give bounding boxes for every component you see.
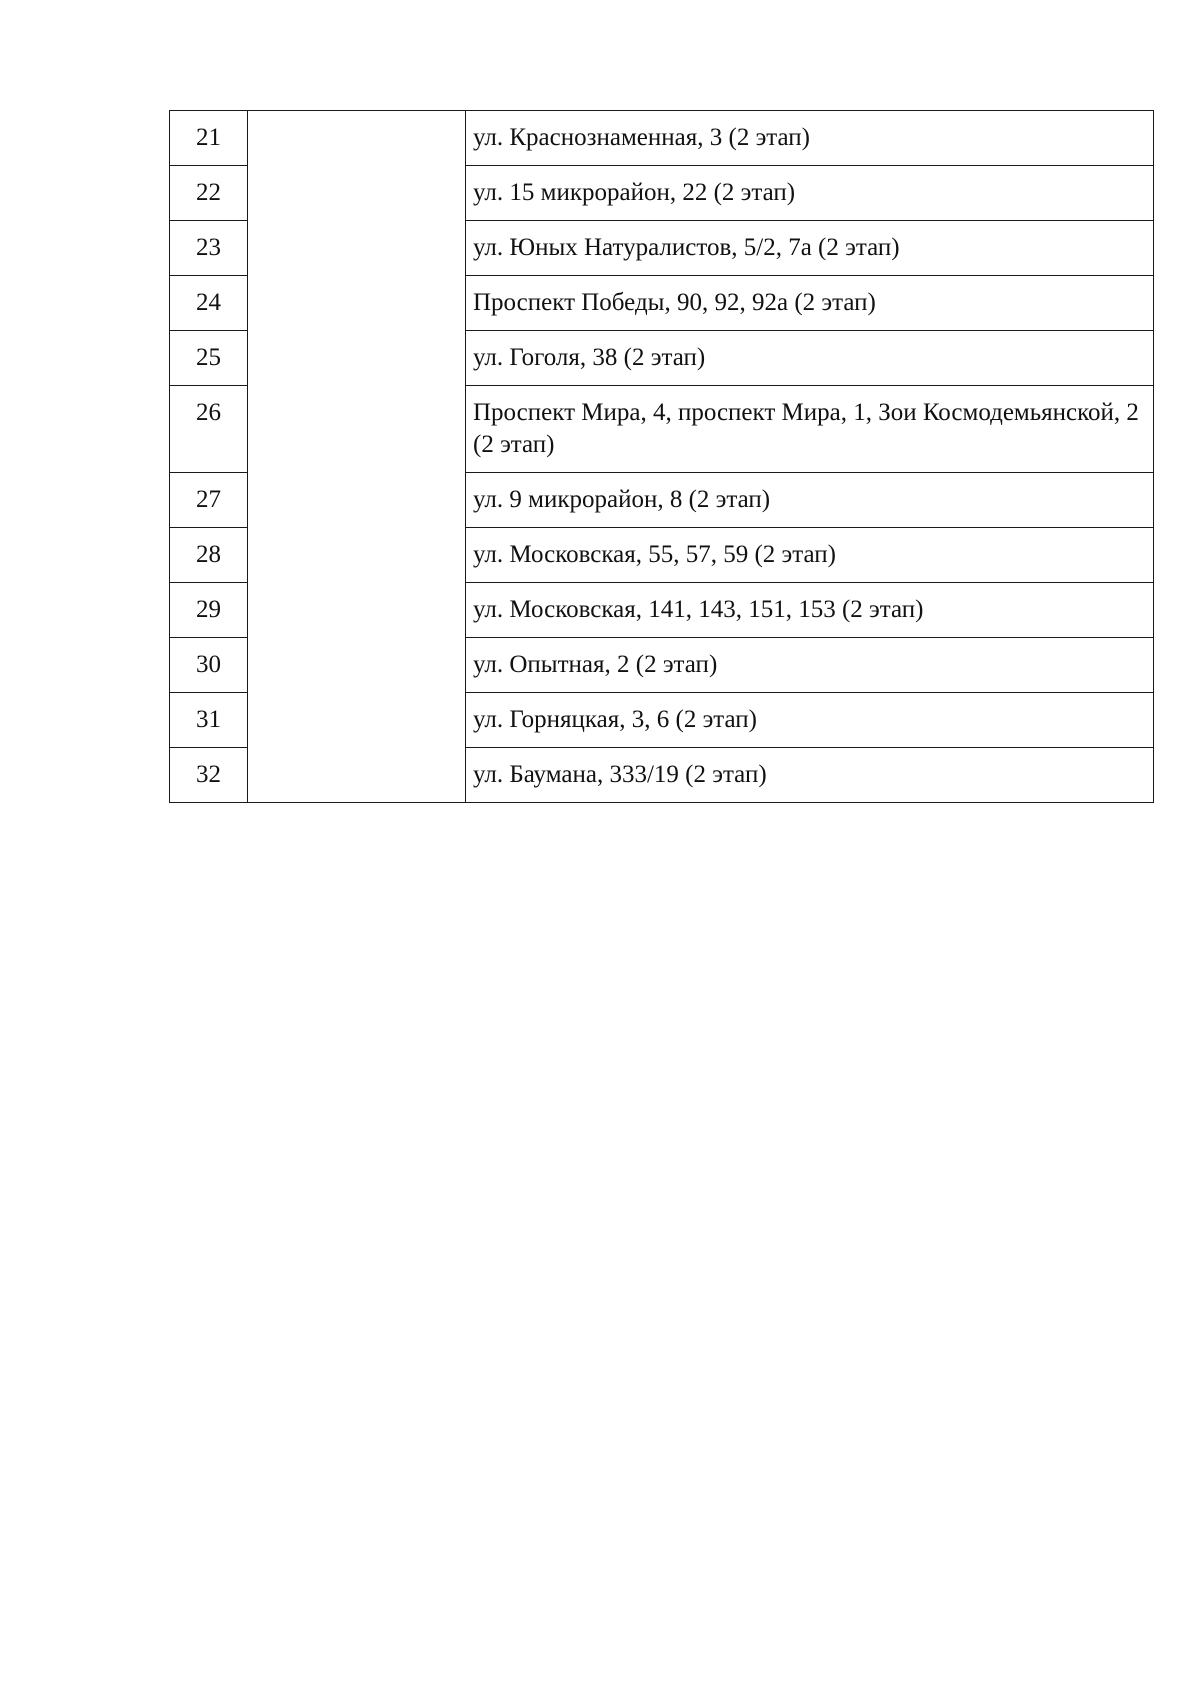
address-cell (466, 473, 1154, 528)
address-text: ул. Баумана, 333/19 (2 этап) (473, 761, 767, 788)
address-text: ул. Юных Натуралистов, 5/2, 7а (2 этап) (473, 234, 900, 261)
row-number: 21 (196, 124, 221, 151)
row-number: 24 (196, 289, 221, 316)
address-text: Проспект Мира, 4, проспект Мира, 1, Зои Космодемьянской, 2 (2 этап) (473, 399, 1139, 458)
row-number: 27 (196, 486, 221, 513)
table-row (170, 111, 1154, 166)
address-text: ул. Гоголя, 38 (2 этап) (473, 344, 706, 371)
row-number-cell (170, 221, 248, 276)
address-text: ул. 15 микрорайон, 22 (2 этап) (473, 179, 796, 206)
row-number: 29 (196, 596, 221, 623)
row-number-cell (170, 748, 248, 803)
address-cell (466, 386, 1154, 473)
row-number: 26 (196, 399, 221, 426)
address-cell (466, 528, 1154, 583)
address-text: ул. Опытная, 2 (2 этап) (473, 651, 718, 678)
address-text: Проспект Победы, 90, 92, 92а (2 этап) (473, 289, 876, 316)
address-text: ул. Московская, 55, 57, 59 (2 этап) (473, 541, 836, 568)
row-number: 32 (196, 761, 221, 788)
address-text: ул. Горняцкая, 3, 6 (2 этап) (473, 706, 758, 733)
row-number-cell (170, 331, 248, 386)
address-text: ул. 9 микрорайон, 8 (2 этап) (473, 486, 771, 513)
address-cell (466, 748, 1154, 803)
address-cell (466, 693, 1154, 748)
address-cell (466, 331, 1154, 386)
row-number-cell (170, 276, 248, 331)
row-number-cell (170, 386, 248, 473)
address-cell (466, 583, 1154, 638)
address-text: ул. Краснознаменная, 3 (2 этап) (473, 124, 810, 151)
row-number: 31 (196, 706, 221, 733)
row-number-cell (170, 638, 248, 693)
address-cell (466, 638, 1154, 693)
row-number: 30 (196, 651, 221, 678)
row-number-cell (170, 693, 248, 748)
row-number-cell (170, 583, 248, 638)
address-cell (466, 276, 1154, 331)
row-number-cell (170, 528, 248, 583)
merged-empty-cell (248, 111, 466, 803)
address-cell (466, 221, 1154, 276)
address-text: ул. Московская, 141, 143, 151, 153 (2 этап) (473, 596, 924, 623)
row-number: 22 (196, 179, 221, 206)
address-table (169, 110, 1154, 803)
row-number: 28 (196, 541, 221, 568)
row-number-cell (170, 473, 248, 528)
row-number: 25 (196, 344, 221, 371)
row-number: 23 (196, 234, 221, 261)
row-number-cell (170, 166, 248, 221)
address-cell (466, 166, 1154, 221)
address-cell (466, 111, 1154, 166)
row-number-cell (170, 111, 248, 166)
